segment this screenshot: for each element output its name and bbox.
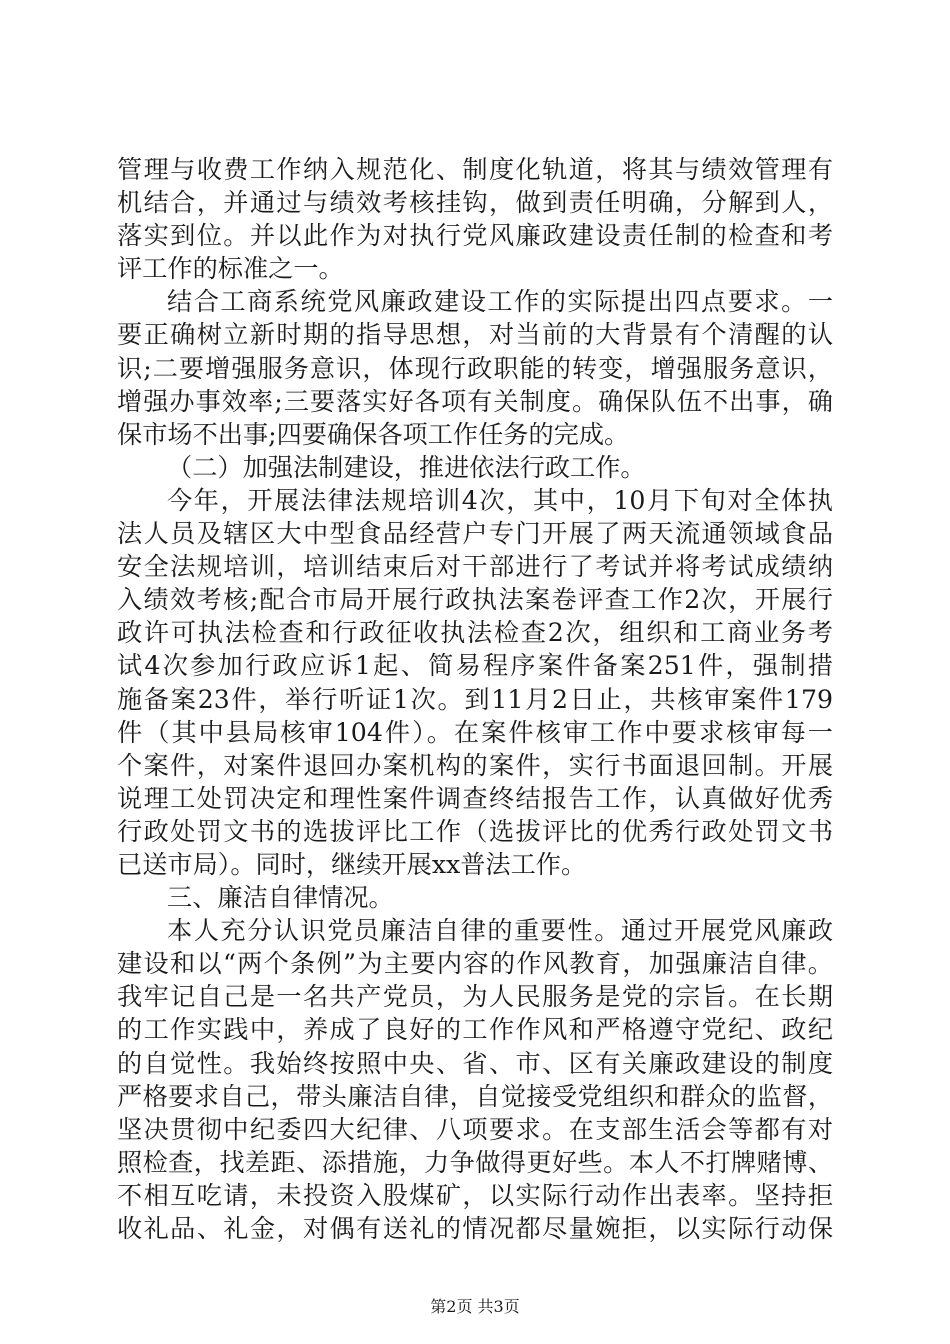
text-line: 不相互吃请，未投资入股煤矿，以实际行动作出表率。坚持拒 [117,1180,833,1210]
text-line: 说理工处罚决定和理性案件调查终结报告工作，认真做好优秀 [117,783,833,813]
body-text [117,153,833,1245]
text-line: 今年，开展法律法规培训4次，其中，10月下旬对全体执 [167,485,833,515]
text-line: 照检查，找差距、添措施，力争做得更好些。本人不打牌赌博、 [117,1147,833,1177]
text-line: 个案件，对案件退回办案机构的案件，实行书面退回制。开展 [117,750,833,780]
text-line: 入绩效考核;配合市局开展行政执法案卷评查工作2次，开展行 [117,585,833,615]
text-line: 已送市局）。同时，继续开展xx普法工作。 [117,849,587,879]
text-line: 识;二要增强服务意识，体现行政职能的转变，增强服务意识， [117,353,833,383]
text-line: 增强办事效率;三要落实好各项有关制度。确保队伍不出事，确 [117,386,833,416]
text-line: 我牢记自己是一名共产党员，为人民服务是党的宗旨。在长期 [117,982,833,1012]
text-line: 保市场不出事;四要确保各项工作任务的完成。 [117,419,630,449]
text-line: 机结合，并通过与绩效考核挂钩，做到责任明确，分解到人， [117,188,833,218]
text-line: 行政处罚文书的选拔评比工作（选拔评比的优秀行政处罚文书 [117,816,833,846]
text-line: 的自觉性。我始终按照中央、省、市、区有关廉政建设的制度 [117,1048,833,1078]
text-line: 的工作实践中，养成了良好的工作作风和严格遵守党纪、政纪 [117,1015,833,1045]
text-line: 落实到位。并以此作为对执行党风廉政建设责任制的检查和考 [117,221,833,251]
section-heading: （二）加强法制建设，推进依法行政工作。 [167,452,646,482]
text-line: 政许可执法检查和行政征收执法检查2次，组织和工商业务考 [117,618,833,648]
text-line: 严格要求自己，带头廉洁自律，自觉接受党组织和群众的监督， [117,1081,833,1111]
text-line: 试4次参加行政应诉1起、简易程序案件备案251件，强制措 [117,651,833,681]
text-line: 要正确树立新时期的指导思想，对当前的大背景有个清醒的认 [117,320,833,350]
section-heading: 三、廉洁自律情况。 [167,883,394,913]
text-line: 件（其中县局核审104件）。在案件核审工作中要求核审每一 [117,717,833,747]
text-line: 收礼品、礼金，对偶有送礼的情况都尽量婉拒，以实际行动保 [117,1214,833,1243]
text-line: 施备案23件，举行听证1次。到11月2日止，共核审案件179 [117,684,833,714]
text-line: 评工作的标准之一。 [117,254,344,284]
text-line: 坚决贯彻中纪委四大纪律、八项要求。在支部生活会等都有对 [117,1114,833,1144]
page-number-footer: 第2页 共3页 [430,1297,520,1316]
text-line: 本人充分认识党员廉洁自律的重要性。通过开展党风廉政 [167,916,833,946]
text-line: 结合工商系统党风廉政建设工作的实际提出四点要求。一 [167,287,833,317]
text-line: 管理与收费工作纳入规范化、制度化轨道，将其与绩效管理有 [117,155,833,184]
text-line: 安全法规培训，培训结束后对干部进行了考试并将考试成绩纳 [117,552,833,582]
text-line: 建设和以“两个条例”为主要内容的作风教育，加强廉洁自律。 [117,949,833,979]
text-line: 法人员及辖区大中型食品经营户专门开展了两天流通领域食品 [117,519,833,549]
